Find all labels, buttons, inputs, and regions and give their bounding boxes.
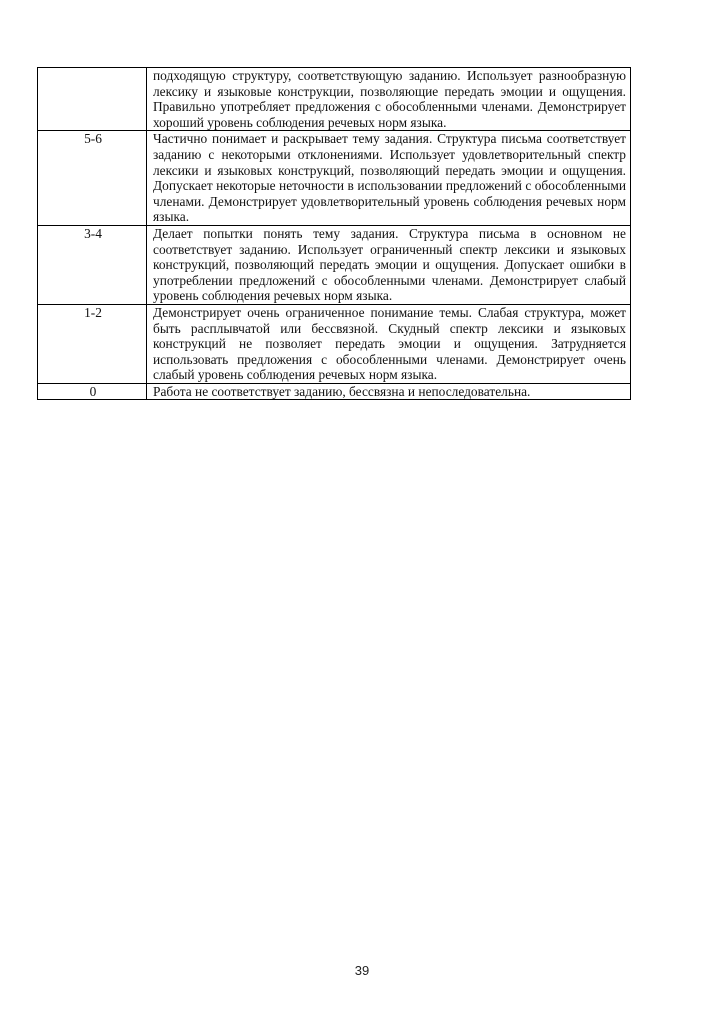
score-cell: 1-2 bbox=[38, 304, 147, 383]
score-cell: 0 bbox=[38, 383, 147, 400]
score-cell: 3-4 bbox=[38, 225, 147, 304]
table-row bbox=[38, 225, 631, 304]
table-row bbox=[38, 304, 631, 383]
table-row bbox=[38, 131, 631, 226]
description-cell: Делает попытки понять тему задания. Структура письма в основном не соответствует заданию. Использует ограниченный спектр лексики и языковых конструкций, позволяющий передать эмоции и ощущения. Допускает ошибки в употреблении предложений с обособленными членами. Демонстрирует слабый уровень соблюдения речевых норм языка. bbox=[147, 225, 631, 304]
description-cell: подходящую структуру, соответствующую заданию. Использует разнообразную лексику и языковые конструкции, позволяющие передать эмоции и ощущения. Правильно употребляет предложения с обособленными членами. Демонстрирует хороший уровень соблюдения речевых норм языка. bbox=[147, 68, 631, 131]
table-row bbox=[38, 68, 631, 131]
table-row bbox=[38, 383, 631, 400]
scoring-rubric-table bbox=[37, 67, 631, 400]
score-cell bbox=[38, 68, 147, 131]
description-cell: Демонстрирует очень ограниченное понимание темы. Слабая структура, может быть расплывчатой или бессвязной. Скудный спектр лексики и языковых конструкций не позволяет передать эмоции и ощущения. Затрудняется использовать предложения с обособленными членами. Демонстрирует очень слабый уровень соблюдения речевых норм языка. bbox=[147, 304, 631, 383]
score-cell: 5-6 bbox=[38, 131, 147, 226]
page-number: 39 bbox=[354, 963, 370, 978]
description-cell: Частично понимает и раскрывает тему задания. Структура письма соответствует заданию с некоторыми отклонениями. Использует удовлетворительный спектр лексики и языковых конструкций, позволяющий передать эмоции и ощущения. Допускает некоторые неточности в использовании предложений с обособленными членами. Демонстрирует удовлетворительный уровень соблюдения речевых норм языка. bbox=[147, 131, 631, 226]
description-cell: Работа не соответствует заданию, бессвязна и непоследовательна. bbox=[147, 383, 631, 400]
